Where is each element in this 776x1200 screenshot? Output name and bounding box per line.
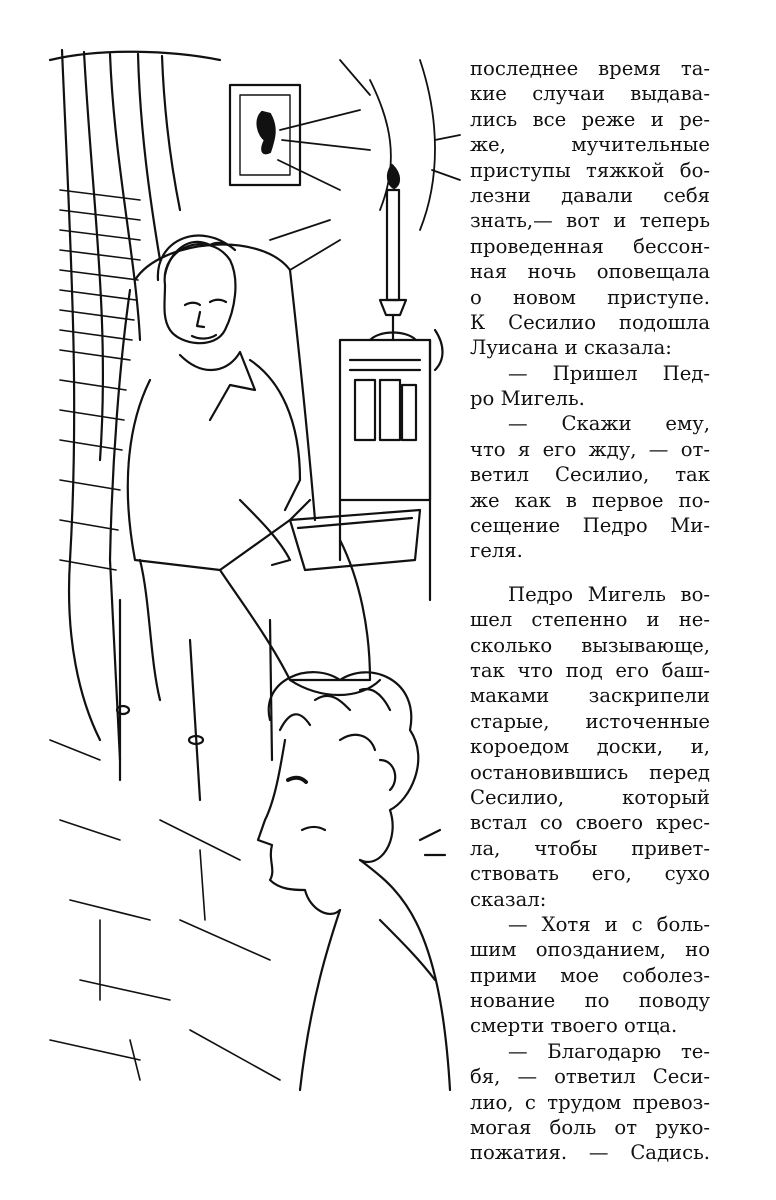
text-line: Луисана и сказала: [470, 336, 672, 360]
text-line: лезни давали себя [470, 183, 710, 207]
book [290, 510, 420, 570]
text-line: прими мое соболез- [470, 963, 710, 987]
text-line: старые, источенные [470, 709, 710, 733]
candle [370, 165, 416, 340]
text-line: могая боль от руко- [470, 1116, 710, 1140]
text-line: — Скажи ему, [508, 412, 710, 436]
text-line: — Пришел Пед- [508, 361, 710, 385]
standing-man [258, 672, 450, 1090]
text-line: шим опозданием, но [470, 938, 710, 962]
text-line: ная ночь оповещала [470, 260, 710, 284]
text-line: шел степенно и не- [470, 608, 710, 632]
text-line: ла, чтобы привет- [470, 836, 710, 860]
text-line: ро Мигель. [470, 387, 585, 411]
text-line: — Благодарю те- [508, 1039, 710, 1063]
text-line: бя, — ответил Сеси- [470, 1065, 710, 1089]
text-line: же, мучительные [470, 133, 710, 157]
text-line: — Хотя и с боль- [508, 912, 710, 936]
text-line: К Сесилио подошла [470, 310, 710, 334]
text-line: последнее время та- [470, 57, 710, 80]
text-column [470, 56, 710, 1166]
curtain [50, 50, 220, 740]
text-line: маками заскрипели [470, 684, 710, 708]
seated-man [128, 236, 380, 700]
text-line: сказал: [470, 887, 547, 911]
text-line: так что под его баш- [470, 658, 710, 682]
text-line: встал со своего крес- [470, 811, 710, 835]
text-line: остановившись перед [470, 760, 710, 784]
light-rays [270, 60, 460, 270]
floor [50, 740, 280, 1080]
text-line: ствовать его, сухо [470, 862, 710, 886]
text-line: сещение Педро Ми- [470, 514, 710, 538]
text-line: что я его жду, — от- [470, 437, 710, 461]
text-line: геля. [470, 539, 523, 563]
text-line: сколько вызывающе, [470, 633, 710, 657]
text-line: лись все реже и ре- [470, 107, 710, 131]
text-line: Педро Мигель во- [508, 582, 710, 606]
wall-portrait [230, 85, 300, 185]
text-line: знать,— вот и теперь [470, 209, 710, 233]
text-line: кие случаи выдава- [470, 82, 710, 106]
text-line: лио, с трудом превоз- [470, 1090, 710, 1114]
text-line: приступы тяжкой бо- [470, 158, 710, 182]
text-line: нование по поводу [470, 989, 710, 1013]
cabinet [340, 330, 443, 600]
armchair [110, 245, 315, 800]
text-line: Сесилио, который [470, 785, 710, 809]
text-line: же как в первое по- [470, 488, 710, 512]
text-line: проведенная бессон- [470, 234, 710, 258]
text-line: о новом приступе. [470, 285, 710, 309]
text-line: пожатия. — Садись. [470, 1141, 710, 1165]
illustration-two-men-room-icon [40, 40, 465, 1100]
text-line: ветил Сесилио, так [470, 463, 710, 487]
text-line: смерти твоего отца. [470, 1014, 678, 1038]
text-line: короедом доски, и, [470, 735, 710, 759]
